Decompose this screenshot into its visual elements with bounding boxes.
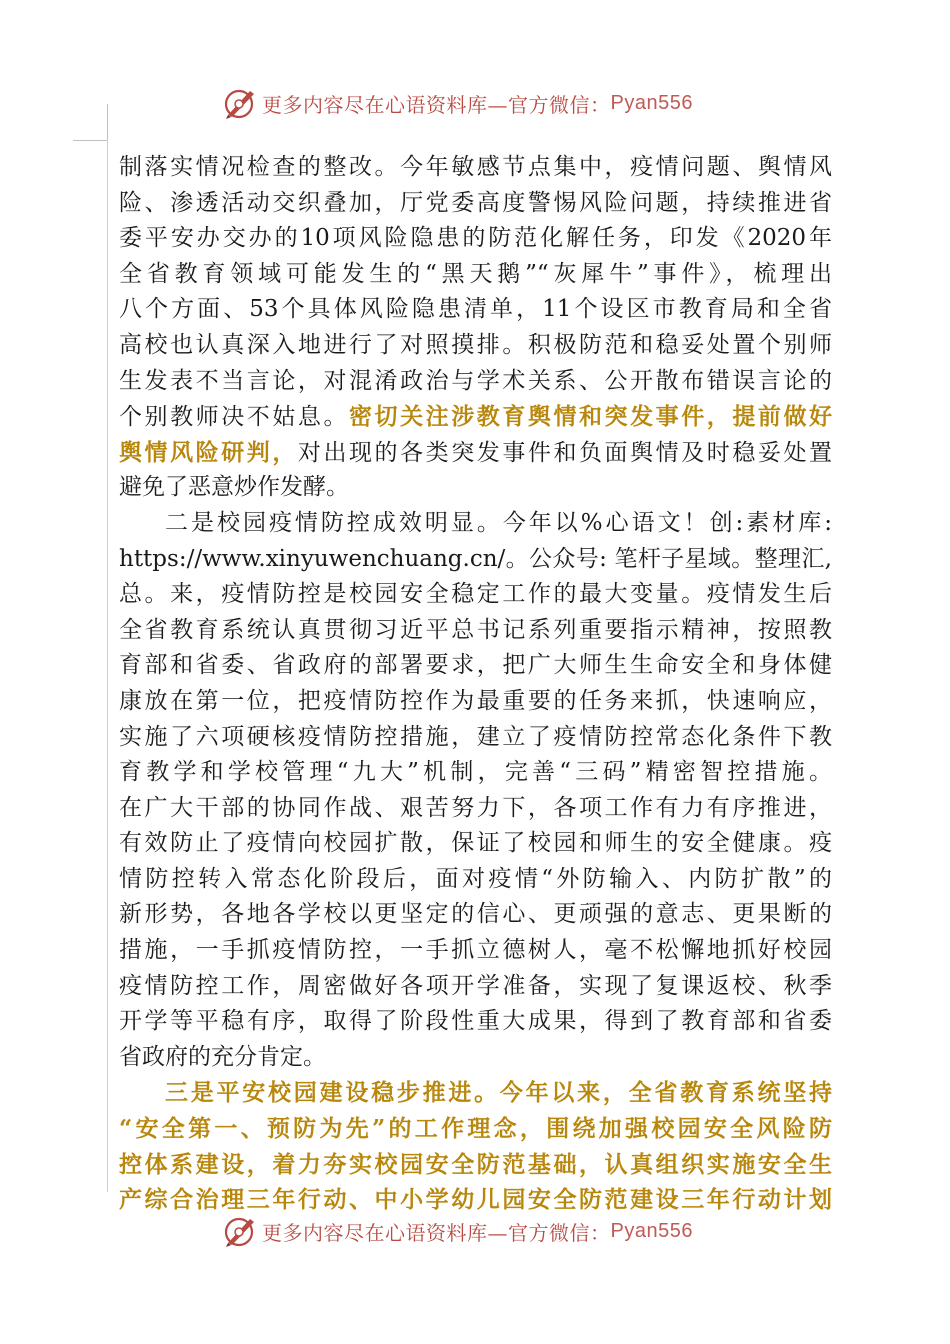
text-line	[119, 292, 832, 328]
banner-text: 更多内容尽在心语资料库—官方微信：	[262, 1220, 611, 1245]
text-line	[119, 186, 832, 222]
text-span: 委平安办交办的10项风险隐患的防范化解任务，印发《2020年	[119, 225, 832, 252]
text-line	[119, 1075, 832, 1111]
text-line	[119, 328, 832, 364]
text-span: 生发表不当言论，对混淆政治与学术关系、公开散布错误言论的	[119, 367, 832, 394]
highlighted-text: “安全第一、预防为先”的工作理念，围绕加强校园安全风险防	[119, 1115, 832, 1143]
banner-wechat-id: Pyan556	[610, 1219, 693, 1242]
text-line	[119, 1004, 832, 1040]
text-line	[119, 720, 832, 756]
text-span: 省政府的充分肯定。	[119, 1043, 326, 1070]
text-span: 有效防止了疫情向校园扩散，保证了校园和师生的安全健康。疫	[119, 830, 832, 857]
text-span: 险、渗透活动交织叠加，厅党委高度警惕风险问题，持续推进省	[119, 189, 832, 216]
text-span: 措施，一手抓疫情防控，一手抓立德树人，毫不松懈地抓好校园	[119, 937, 832, 964]
highlighted-text: 密切关注涉教育舆情和突发事件，提前做好	[349, 403, 832, 431]
text-line	[119, 1040, 832, 1076]
pen-logo-icon	[222, 85, 258, 121]
text-line	[119, 1111, 832, 1147]
pen-logo-icon	[222, 1213, 258, 1249]
text-line	[119, 648, 832, 684]
text-line	[119, 897, 832, 933]
crop-mark	[107, 104, 108, 140]
text-line	[119, 506, 832, 542]
text-line	[119, 577, 832, 613]
banner-text: 更多内容尽在心语资料库—官方微信：	[262, 92, 611, 117]
text-span: 总。来，疫情防控是校园安全稳定工作的最大变量。疫情发生后	[119, 581, 832, 608]
text-line	[119, 613, 832, 649]
text-span: 全省教育领域可能发生的“黑天鹅”“灰犀牛”事件》，梳理出	[119, 260, 832, 287]
text-line	[119, 755, 832, 791]
text-span: 避免了恶意炒作发酵。	[119, 474, 349, 501]
highlighted-text: 产综合治理三年行动、中小学幼儿园安全防范建设三年行动计划	[119, 1186, 832, 1214]
text-span: 对出现的各类突发事件和负面舆情及时稳妥处置	[297, 439, 832, 466]
highlighted-text: 控体系建设，着力夯实校园安全防范基础，认真组织实施安全生	[119, 1150, 832, 1178]
banner-wechat-id: Pyan556	[610, 91, 693, 114]
text-line	[119, 933, 832, 969]
text-span: 疫情防控工作，周密做好各项开学准备，实现了复课返校、秋季	[119, 972, 832, 999]
text-line	[119, 862, 832, 898]
text-span: 八个方面、53个具体风险隐患清单，11个设区市教育局和全省	[119, 296, 832, 323]
text-line	[119, 435, 832, 471]
text-span: 育教学和学校管理“九大”机制，完善“三码”精密智控措施。	[119, 759, 832, 786]
body-text	[119, 150, 832, 1218]
text-line	[119, 684, 832, 720]
text-line	[119, 826, 832, 862]
text-span: 情防控转入常态化阶段后，面对疫情“外防输入、内防扩散”的	[119, 865, 832, 892]
text-line	[119, 257, 832, 293]
text-span: 实施了六项硬核疫情防控措施，建立了疫情防控常态化条件下教	[119, 723, 832, 750]
text-span: 制落实情况检查的整改。今年敏感节点集中，疫情问题、舆情风	[119, 154, 832, 180]
text-span: 康放在第一位，把疫情防控作为最重要的任务来抓，快速响应，	[119, 687, 832, 714]
text-line	[119, 542, 832, 578]
text-span: 个别教师决不姑息。	[119, 404, 349, 431]
text-line	[119, 1147, 832, 1183]
text-span: 在广大干部的协同作战、艰苦努力下，各项工作有力有序推进，	[119, 794, 832, 821]
text-line	[119, 364, 832, 400]
text-line	[119, 221, 832, 257]
text-line	[119, 470, 832, 506]
text-line	[119, 399, 832, 435]
text-span: 高校也认真深入地进行了对照摸排。积极防范和稳妥处置个别师	[119, 331, 832, 358]
text-span: 育部和省委、省政府的部署要求，把广大师生生命安全和身体健	[119, 652, 832, 679]
footer-banner	[222, 1211, 693, 1251]
text-line	[119, 969, 832, 1005]
header-banner	[222, 83, 693, 123]
highlighted-text: 三是平安校园建设稳步推进。今年以来，全省教育系统坚持	[165, 1079, 832, 1107]
text-line	[119, 791, 832, 827]
margin-line	[107, 140, 108, 1192]
highlighted-text: 舆情风险研判，	[119, 438, 298, 466]
crop-mark	[73, 140, 107, 141]
text-span: 全省教育系统认真贯彻习近平总书记系列重要指示精神，按照教	[119, 616, 832, 643]
text-span: https://www.xinyuwenchuang.cn/。公众号: 笔杆子星域。整理汇,	[119, 545, 832, 572]
text-span: 新形势，各地各学校以更坚定的信心、更顽强的意志、更果断的	[119, 901, 832, 928]
text-span: 二是校园疫情防控成效明显。今年以%心语文！创:素材库:	[165, 509, 832, 536]
text-span: 开学等平稳有序，取得了阶段性重大成果，得到了教育部和省委	[119, 1008, 832, 1035]
text-line	[119, 150, 832, 186]
